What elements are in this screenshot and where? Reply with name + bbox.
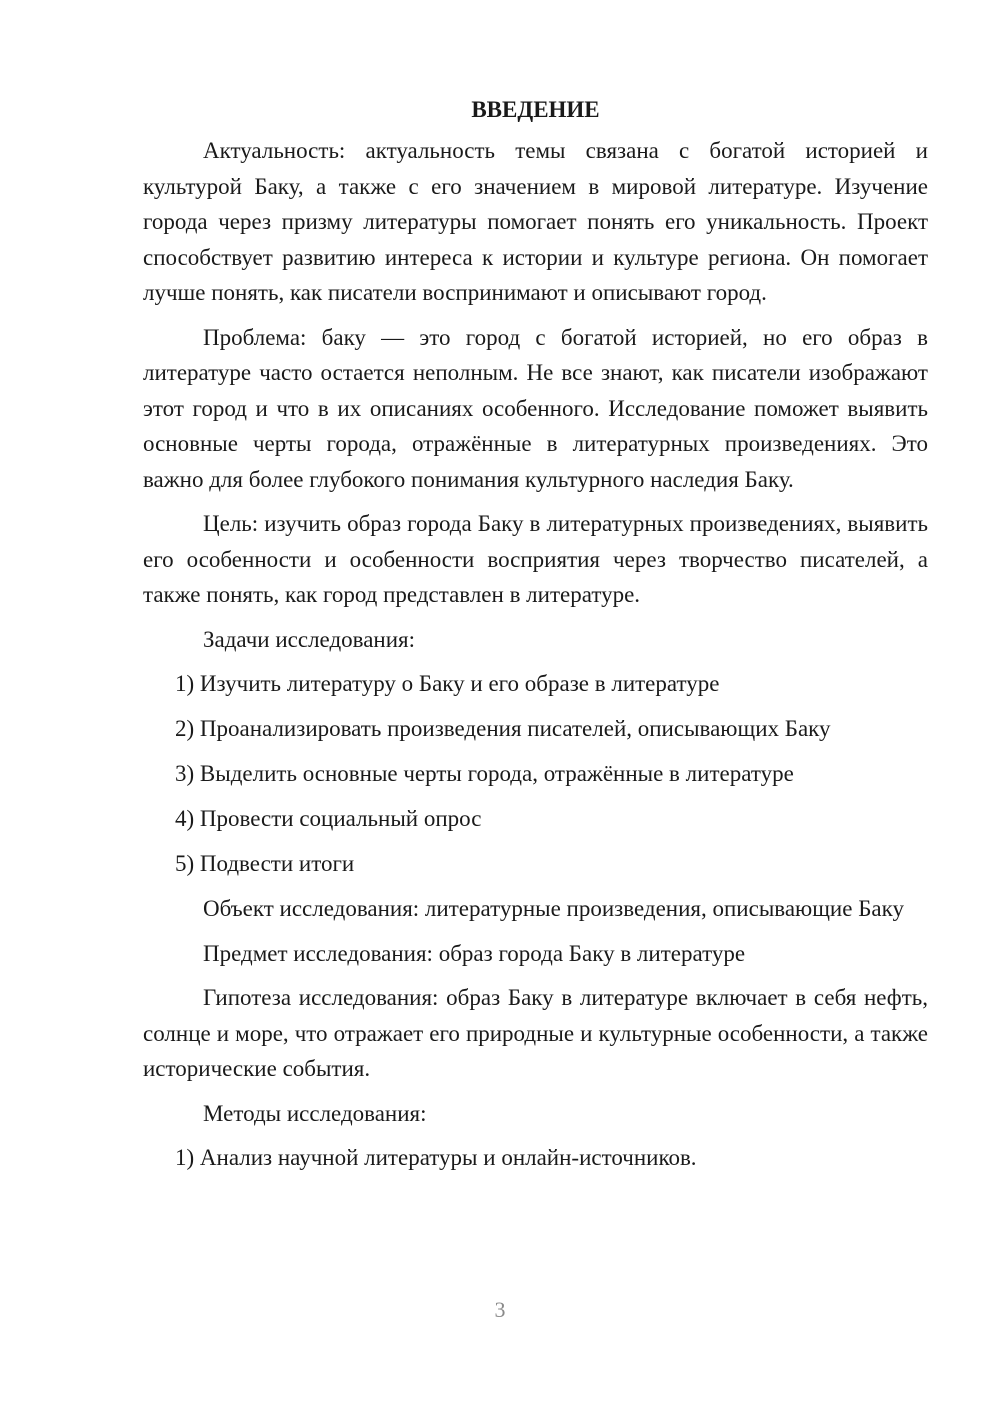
problem-paragraph: Проблема: баку — это город с богатой историей, но его образ в литературе часто остается неполным. Не все знают, как писатели изображают этот город и что в их описаниях особенного. Исследование поможет выявить основные черты города, отражённые в литературных произведениях. Это важно для более глубокого понимания культурного наследия Баку. (143, 324, 928, 492)
method-item: 1) Анализ научной литературы и онлайн-источников. (175, 1145, 697, 1170)
task-item: 4) Провести социальный опрос (175, 806, 482, 831)
task-item: 2) Проанализировать произведения писателей, описывающих Баку (175, 716, 831, 741)
methods-heading: Методы исследования: (203, 1100, 427, 1126)
methods-list (143, 1140, 928, 1176)
tasks-list (143, 666, 928, 882)
goal-paragraph: Цель: изучить образ города Баку в литературных произведениях, выявить его особенности и особенности восприятия через творчество писателей, а также понять, как город представлен в литературе. (143, 511, 928, 607)
subject-paragraph: Предмет исследования: образ города Баку в литературе (203, 940, 746, 966)
document-page (143, 92, 928, 1185)
page-number: 3 (494, 1297, 506, 1322)
hypothesis-paragraph: Гипотеза исследования: образ Баку в литературе включает в себя нефть, солнце и море, что отражает его природные и культурные особенности, а также исторические события. (143, 985, 928, 1081)
task-item: 5) Подвести итоги (175, 851, 355, 876)
object-paragraph: Объект исследования: литературные произведения, описывающие Баку (203, 896, 904, 921)
tasks-heading: Задачи исследования: (203, 626, 416, 652)
relevance-paragraph: Актуальность: актуальность темы связана с богатой историей и культурой Баку, а также с его значением в мировой литературе. Изучение города через призму литературы помогает понять его уникальность. Проект способствует развитию интереса к истории и культуре региона. Он помогает лучше понять, как писатели воспринимают и описывают город. (143, 138, 928, 305)
task-item: 1) Изучить литературу о Баку и его образе в литературе (175, 671, 720, 696)
section-title: ВВЕДЕНИЕ (471, 97, 600, 122)
task-item: 3) Выделить основные черты города, отражённые в литературе (175, 761, 794, 786)
